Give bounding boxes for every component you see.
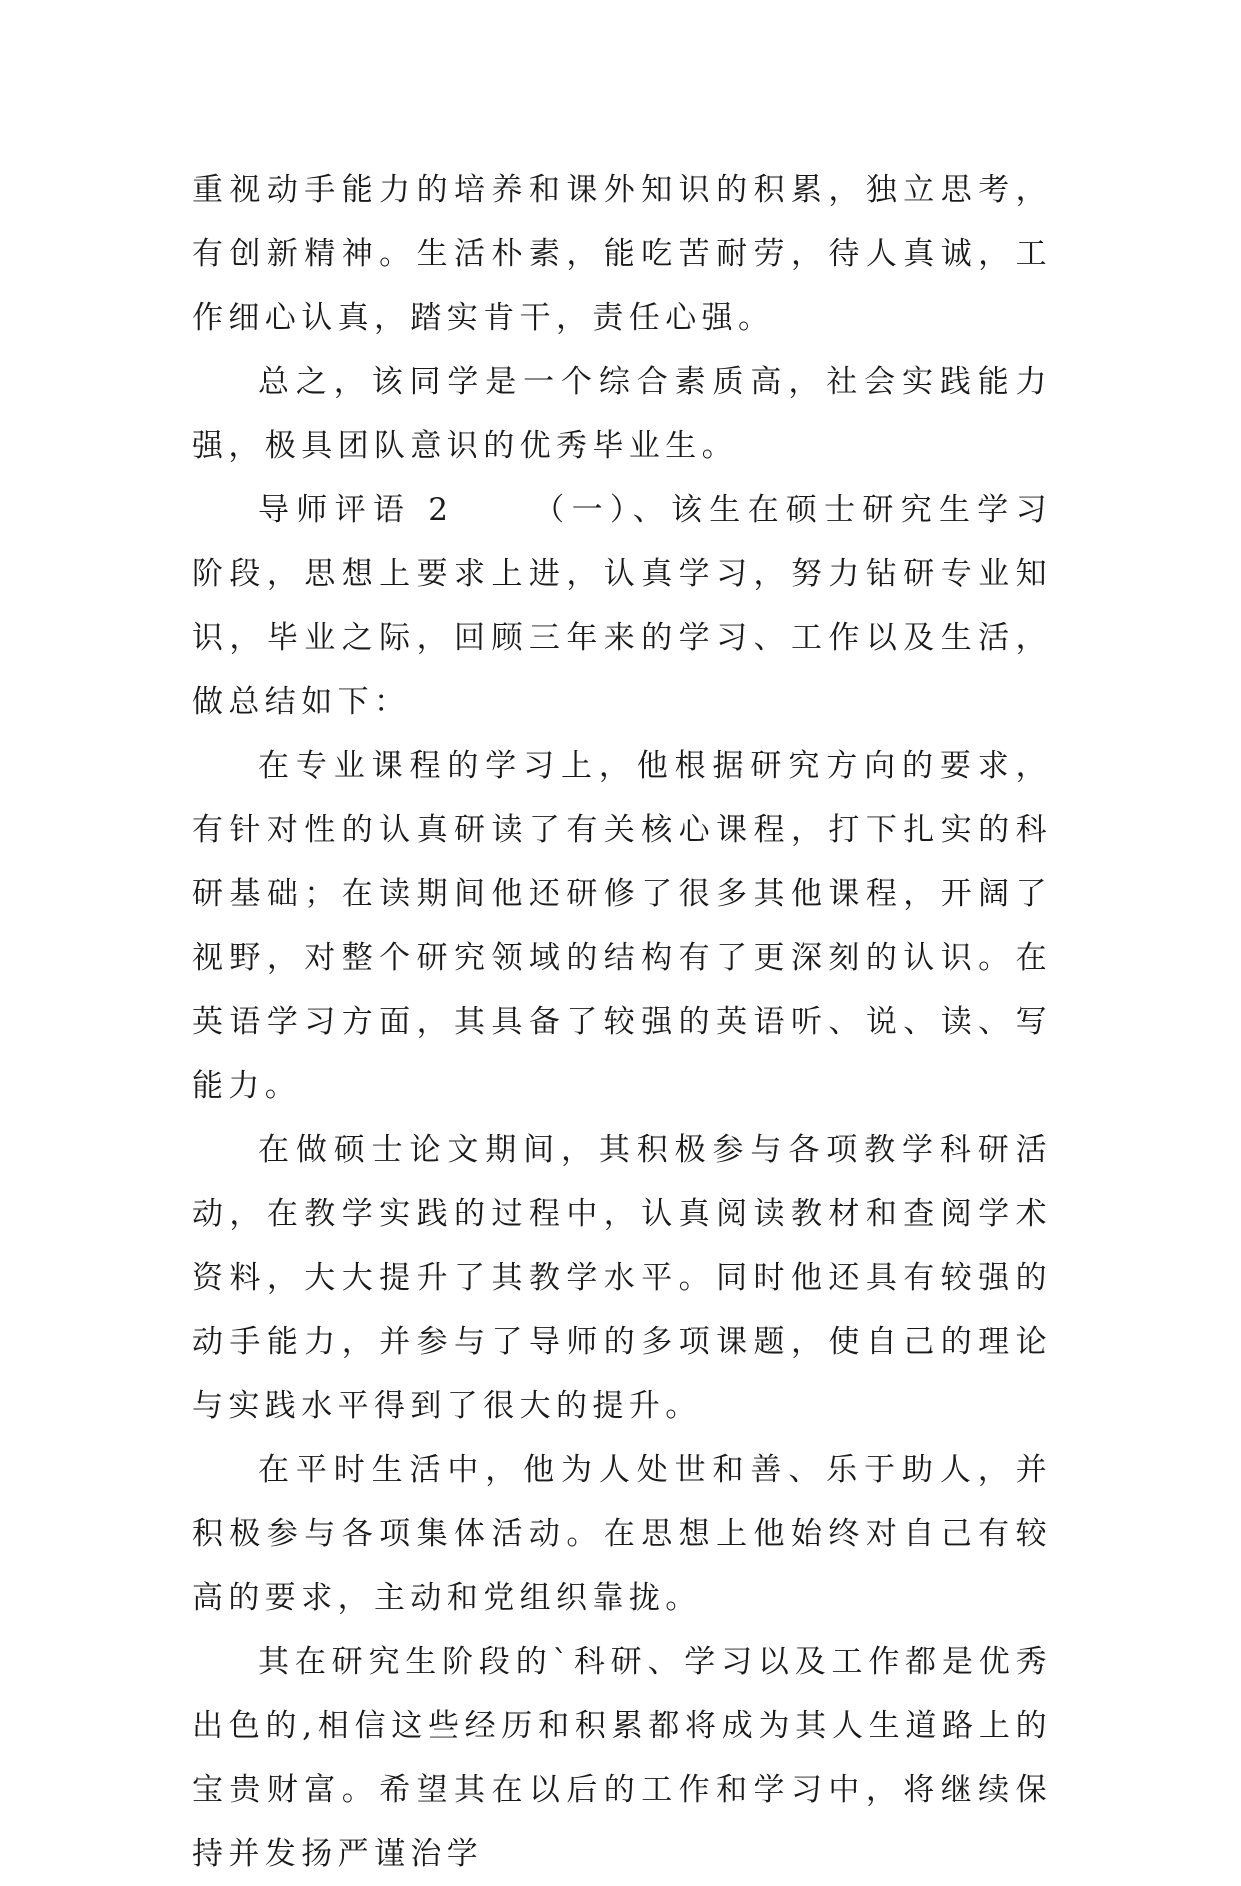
- paragraph-3: [192, 478, 1052, 734]
- paragraph-5: 在做硕士论文期间，其积极参与各项教学科研活动，在教学实践的过程中，认真阅读教材和查阅学术资料，大大提升了其教学水平。同时他还具有较强的动手能力，并参与了导师的多项课题，使自己的理论与实践水平得到了很大的提升。: [192, 1132, 1052, 1424]
- paragraph-4: 在专业课程的学习上，他根据研究方向的要求，有针对性的认真研读了有关核心课程，打下扎实的科研基础；在读期间他还研修了很多其他课程，开阔了视野，对整个研究领域的结构有了更深刻的认识。在英语学习方面，其具备了较强的英语听、说、读、写能力。: [192, 748, 1052, 1104]
- paragraph-1: 重视动手能力的培养和课外知识的积累，独立思考，有创新精神。生活朴素，能吃苦耐劳，待人真诚，工作细心认真，踏实肯干，责任心强。: [192, 172, 1052, 336]
- paragraph-7: 其在研究生阶段的`科研、学习以及工作都是优秀出色的,相信这些经历和积累都将成为其人生道路上的宝贵财富。希望其在以后的工作和学习中，将继续保持并发扬严谨治学: [192, 1644, 1052, 1872]
- document-page: [192, 158, 1052, 1886]
- paragraph-3-text: （一）、该生在硕士研究生学习阶段，思想上要求上进，认真学习，努力钻研专业知识，毕业之际，回顾三年来的学习、工作以及生活，做总结如下：: [192, 492, 1052, 720]
- section-heading: 导师评语 2: [258, 492, 454, 528]
- paragraph-6: 在平时生活中，他为人处世和善、乐于助人，并积极参与各项集体活动。在思想上他始终对自己有较高的要求，主动和党组织靠拢。: [192, 1452, 1052, 1616]
- paragraph-2: 总之，该同学是一个综合素质高，社会实践能力强，极具团队意识的优秀毕业生。: [192, 364, 1052, 464]
